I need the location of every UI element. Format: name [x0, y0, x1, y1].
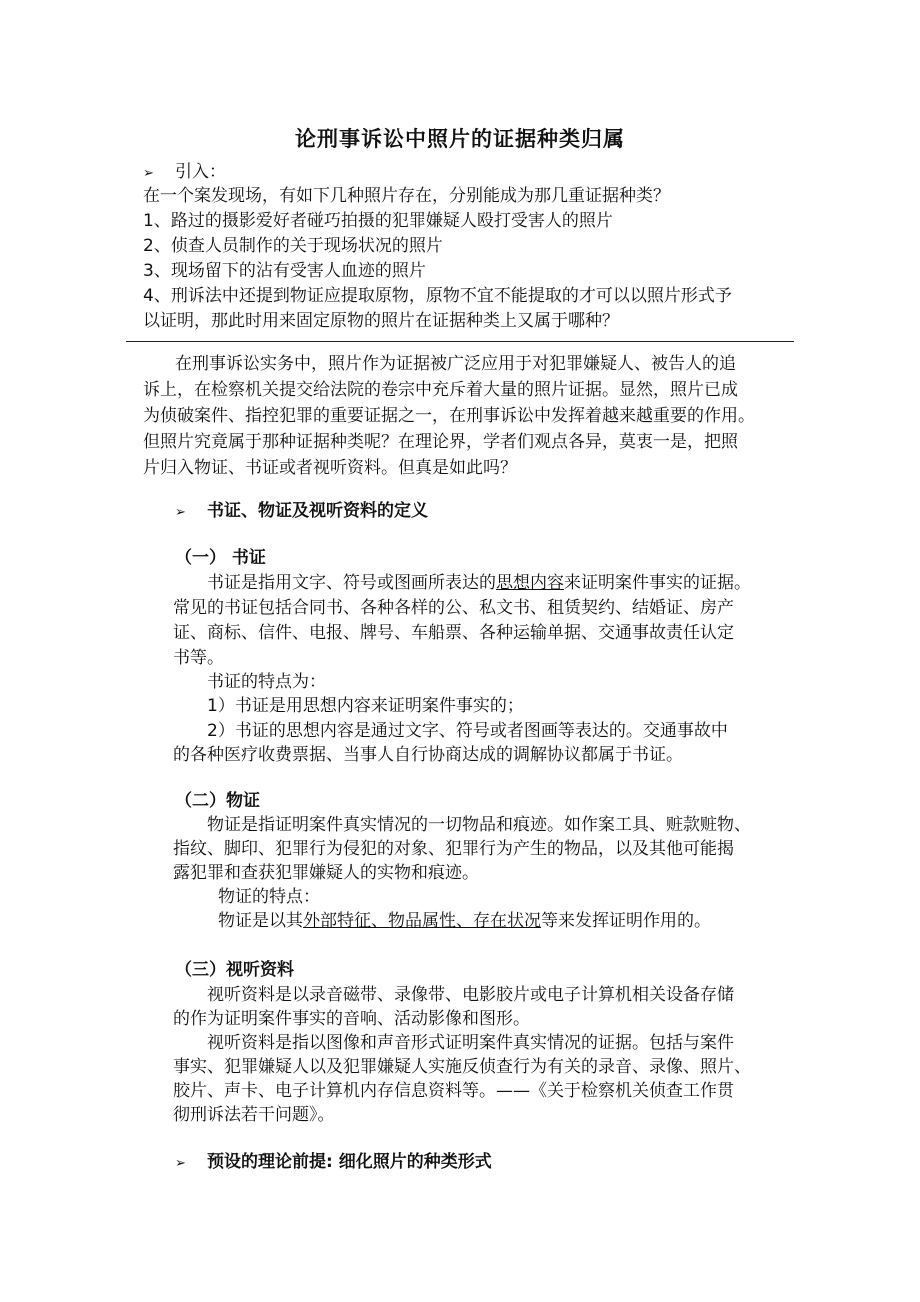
intro-item: 以证明，那此时用来固定原物的照片在证据种类上又属于哪种？ [143, 311, 619, 331]
underlined-term: 、 [371, 911, 388, 931]
body-line: 物证是指证明案件真实情况的一切物品和痕迹。如作案工具、赃款赃物、 [207, 815, 751, 835]
horizontal-divider [126, 341, 794, 342]
section-heading-text: 书证、物证及视听资料的定义 [207, 501, 428, 521]
underlined-term: 思想内容 [496, 573, 564, 593]
section-heading [175, 498, 428, 526]
body-line: 2）书证的思想内容是通过文字、符号或者图画等表达的。交通事故中 [207, 721, 728, 741]
intro-question: 在一个案发现场，有如下几种照片存在，分别能成为那几重证据种类？ [143, 186, 670, 206]
underlined-term: 存在状况 [473, 911, 541, 931]
text-fragment: 物证是以其 [218, 911, 303, 931]
underlined-term: 、 [456, 911, 473, 931]
body-line: 诉上，在检察机关提交给法院的卷宗中充斥着大量的照片证据。显然，照片已成 [143, 380, 738, 400]
body-line: 在刑事诉讼实务中，照片作为证据被广泛应用于对犯罪嫌疑人、被告人的追 [175, 354, 736, 374]
text-fragment: 来证明案件事实的证据。 [564, 573, 751, 593]
subsection-heading: （二）物证 [175, 791, 260, 811]
arrow-bullet-icon: ➢ [175, 1156, 186, 1171]
arrow-bullet-icon: ➢ [143, 166, 154, 181]
subsection-heading: （三）视听资料 [175, 960, 294, 980]
body-line: 视听资料是指以图像和声音形式证明案件真实情况的证据。包括与案件 [207, 1033, 734, 1053]
intro-item: 2、侦查人员制作的关于现场状况的照片 [143, 236, 443, 256]
intro-item: 4、刑诉法中还提到物证应提取原物，原物不宜不能提取的才可以以照片形式予 [143, 286, 732, 306]
body-line: 书等。 [173, 648, 224, 668]
body-line: 露犯罪和查获犯罪嫌疑人的实物和痕迹。 [173, 863, 479, 883]
subsection-heading: （一） 书证 [175, 548, 266, 568]
body-line: 为侦破案件、指控犯罪的重要证据之一，在刑事诉讼中发挥着越来越重要的作用。 [143, 406, 755, 426]
body-line: 常见的书证包括合同书、各种各样的公、私文书、租赁契约、结婚证、房产 [173, 598, 734, 618]
body-line: 但照片究竟属于那种证据种类呢？在理论界，学者们观点各异，莫衷一是，把照 [143, 432, 738, 452]
body-line: 的作为证明案件事实的音响、活动影像和图形。 [173, 1009, 530, 1029]
page-title: 论刑事诉讼中照片的证据种类归属 [295, 127, 625, 151]
body-line: 书证的特点为： [207, 672, 326, 692]
body-line: 的各种医疗收费票据、当事人自行协商达成的调解协议都属于书证。 [173, 745, 683, 765]
intro-label: 引入： [175, 162, 226, 182]
body-line: 物证的特点： [218, 887, 320, 907]
intro-item: 3、现场留下的沾有受害人血迹的照片 [143, 261, 426, 281]
body-line: 指纹、脚印、犯罪行为侵犯的对象、犯罪行为产生的物品，以及其他可能揭 [173, 839, 734, 859]
text-fragment: 等来发挥证明作用的。 [541, 911, 711, 931]
intro-item: 1、路过的摄影爱好者碰巧拍摄的犯罪嫌疑人殴打受害人的照片 [143, 211, 613, 231]
body-line: 1）书证是用思想内容来证明案件事实的； [207, 696, 524, 716]
body-line: 片归入物证、书证或者视听资料。但真是如此吗？ [143, 458, 517, 478]
body-line [207, 570, 751, 596]
body-line: 视听资料是以录音磁带、录像带、电影胶片或电子计算机相关设备存储 [207, 985, 734, 1005]
body-line: 事实、犯罪嫌疑人以及犯罪嫌疑人实施反侦查行为有关的录音、录像、照片、 [173, 1057, 751, 1077]
section-heading [175, 1149, 492, 1177]
body-line: 证、商标、信件、电报、牌号、车船票、各种运输单据、交通事故责任认定 [173, 623, 734, 643]
section-heading-text: 预设的理论前提: 细化照片的种类形式 [207, 1152, 492, 1172]
text-fragment: 书证是指用文字、符号或图画所表达的 [207, 573, 496, 593]
arrow-bullet-icon: ➢ [175, 505, 186, 520]
underlined-term: 外部特征 [303, 911, 371, 931]
body-line [218, 908, 711, 934]
body-line: 彻刑诉法若干问题》。 [173, 1105, 335, 1125]
body-line: 胶片、声卡、电子计算机内存信息资料等。——《关于检察机关侦查工作贯 [173, 1081, 734, 1101]
underlined-term: 物品属性 [388, 911, 456, 931]
